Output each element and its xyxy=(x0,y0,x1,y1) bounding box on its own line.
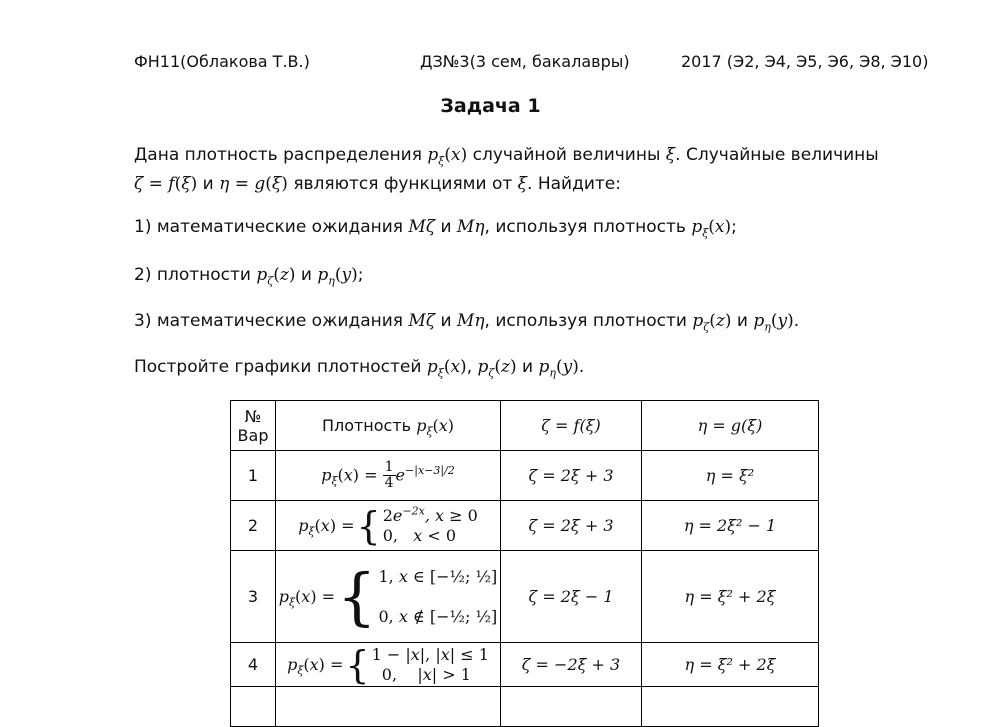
header-eta: η = g(ξ) xyxy=(642,401,819,451)
row-number: 1 xyxy=(231,451,276,501)
density-formula: $p_\xi(x)$ = $\frac{1}{4}$ $e^{-|x-3|/2}$ xyxy=(276,451,501,501)
zeta-formula: ζ = 2ξ + 3 xyxy=(501,451,642,501)
zeta-formula: ζ = 2ξ + 3 xyxy=(501,501,642,551)
row-number: 2 xyxy=(231,501,276,551)
table-row xyxy=(231,687,819,727)
density-formula: $p_\xi(x)$ = { 1 − |x|, |x| ≤ 1 0, |x| > 1 xyxy=(276,643,501,687)
density-formula: $p_\xi(x)$ = { 1, x ∈ [−½; ½] 0, x ∉ [−½; ½] xyxy=(276,551,501,643)
build-graphs-line: Постройте графики плотностей $p_\xi(x)$, $p_\zeta(z)$ и $p_\eta(y)$. xyxy=(134,357,585,380)
item-2: 2) плотности $p_\zeta(z)$ и $p_\eta(y)$; xyxy=(134,265,364,288)
task-title: Задача 1 xyxy=(440,95,541,117)
table-row xyxy=(231,551,819,643)
row-number: 3 xyxy=(231,551,276,643)
zeta-formula: ζ = 2ξ − 1 xyxy=(501,551,642,643)
header-year: 2017 (Э2, Э4, Э5, Э6, Э8, Э10) xyxy=(681,52,929,71)
table-row xyxy=(231,501,819,551)
header-variant: № Вар xyxy=(231,401,276,451)
header-density: Плотность $p_\xi(x)$ xyxy=(276,401,501,451)
table-row xyxy=(231,643,819,687)
eta-formula: η = ξ² + 2ξ xyxy=(642,551,819,643)
row-number: 4 xyxy=(231,643,276,687)
item-3: 3) математические ожидания Mζ и Mη, используя плотности $p_\zeta(z)$ и $p_\eta(y)$. xyxy=(134,311,800,334)
zeta-formula: ζ = −2ξ + 3 xyxy=(501,643,642,687)
intro-line-1: Дана плотность распределения $p_\xi(x)$ случайной величины ξ. Случайные величины xyxy=(134,145,879,168)
header-assignment: ДЗ№3(3 сем, бакалавры) xyxy=(420,52,630,71)
header-zeta: ζ = f(ξ) xyxy=(501,401,642,451)
eta-formula: η = ξ² + 2ξ xyxy=(642,643,819,687)
item-1: 1) математические ожидания Mζ и Mη, используя плотность $p_\xi(x)$; xyxy=(134,217,737,240)
table-header-row xyxy=(231,401,819,451)
eta-formula: η = ξ² xyxy=(642,451,819,501)
variants-table xyxy=(230,400,819,727)
density-formula: $p_\xi(x)$ = { $2e^{-2x}$, x ≥ 0 0, x < 0 xyxy=(276,501,501,551)
eta-formula: η = 2ξ² − 1 xyxy=(642,501,819,551)
header-author: ФН11(Облакова Т.В.) xyxy=(134,52,310,71)
intro-line-2: ζ = f(ξ) и η = g(ξ) являются функциями от ξ. Найдите: xyxy=(134,174,621,194)
table-row xyxy=(231,451,819,501)
